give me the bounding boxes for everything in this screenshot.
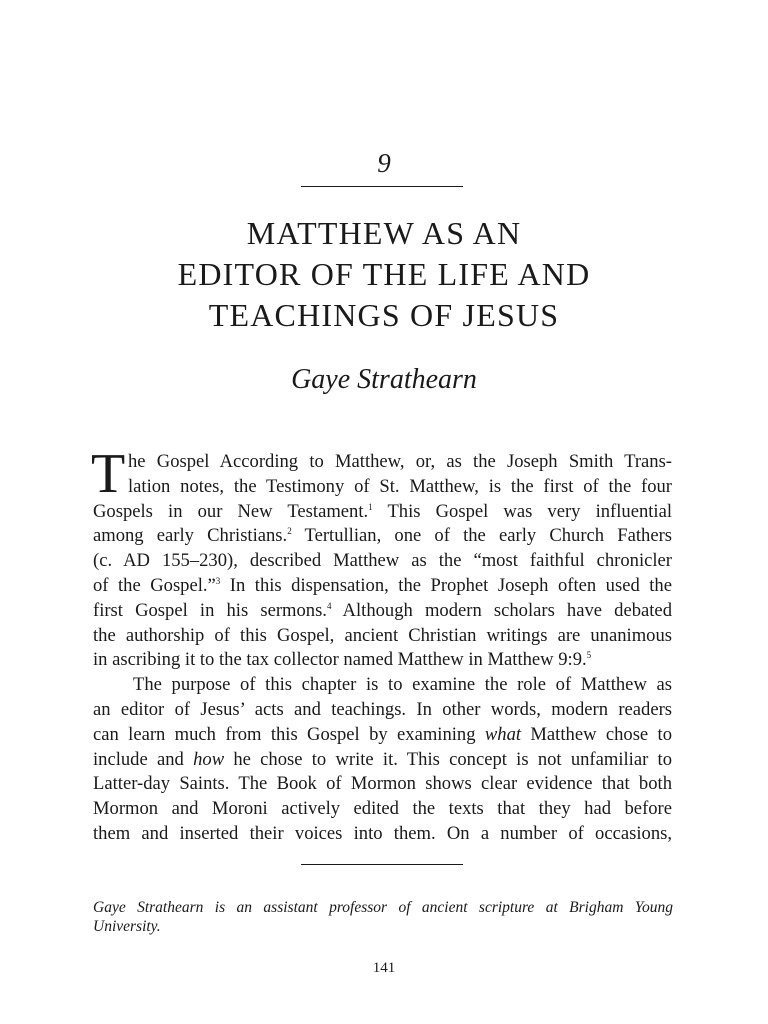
- text-line: Gospels in our New Testament.$^1$ This Gospel was very influential: [93, 500, 672, 522]
- emphasis: how: [193, 748, 225, 770]
- body-text: [91, 443, 672, 847]
- drop-cap: T: [91, 443, 126, 505]
- text-line: lation notes, the Testimony of St. Matthew, is the first of the four: [128, 475, 672, 497]
- text-line: can learn much from this Gospel by examining what Matthew chose to: [93, 723, 672, 745]
- footnote-ref[interactable]: 4: [326, 600, 332, 611]
- text-line: them and inserted their voices into them. On a number of occasions,: [93, 822, 672, 844]
- emphasis: what: [484, 723, 522, 745]
- text-line: among early Christians.$^2$ Tertullian, one of the early Church Fathers: [93, 525, 672, 547]
- text-line: first Gospel in his sermons.$^4$ Although modern scholars have debated: [93, 599, 672, 621]
- author-footnote: [93, 898, 673, 936]
- footnote-line: University.: [93, 918, 161, 935]
- footnote-line: Gaye Strathearn is an assistant professor of ancient scripture at Brigham Young: [93, 899, 673, 916]
- footnote-ref[interactable]: 2: [287, 526, 292, 537]
- footnote-ref[interactable]: 5: [586, 650, 592, 661]
- chapter-title: [0, 213, 768, 336]
- text-line: an editor of Jesus’ acts and teachings. In other words, modern readers: [93, 698, 672, 720]
- chapter-title-line: TEACHINGS OF JESUS: [208, 297, 560, 333]
- chapter-title-line: MATTHEW AS AN: [246, 215, 522, 251]
- text-line: he Gospel According to Matthew, or, as the Joseph Smith Trans-: [128, 451, 672, 472]
- chapter-number: 9: [377, 148, 391, 178]
- text-line: Latter-day Saints. The Book of Mormon shows clear evidence that both: [93, 773, 672, 795]
- footnote-separator: [301, 864, 463, 865]
- chapter-author: Gaye Strathearn: [291, 364, 477, 395]
- text-line: of the Gospel.”$^3$ In this dispensation, the Prophet Joseph often used the: [93, 574, 672, 596]
- text-line: include and how he chose to write it. This concept is not unfamiliar to: [93, 748, 672, 770]
- text-line: The purpose of this chapter is to examine the role of Matthew as: [133, 674, 672, 696]
- chapter-number-rule: [301, 186, 463, 187]
- text-line: the authorship of this Gospel, ancient Christian writings are unanimous: [93, 624, 672, 646]
- chapter-title-line: EDITOR OF THE LIFE AND: [177, 256, 591, 292]
- text-line: (c. AD 155–230), described Matthew as the “most faithful chronicler: [93, 550, 672, 572]
- footnote-ref[interactable]: 1: [368, 501, 373, 512]
- page-number: 141: [372, 960, 396, 976]
- text-line: in ascribing it to the tax collector named Matthew in Matthew 9:9.$^5$: [93, 649, 592, 671]
- text-line: Mormon and Moroni actively edited the texts that they had before: [93, 798, 672, 820]
- footnote-ref[interactable]: 3: [215, 575, 221, 586]
